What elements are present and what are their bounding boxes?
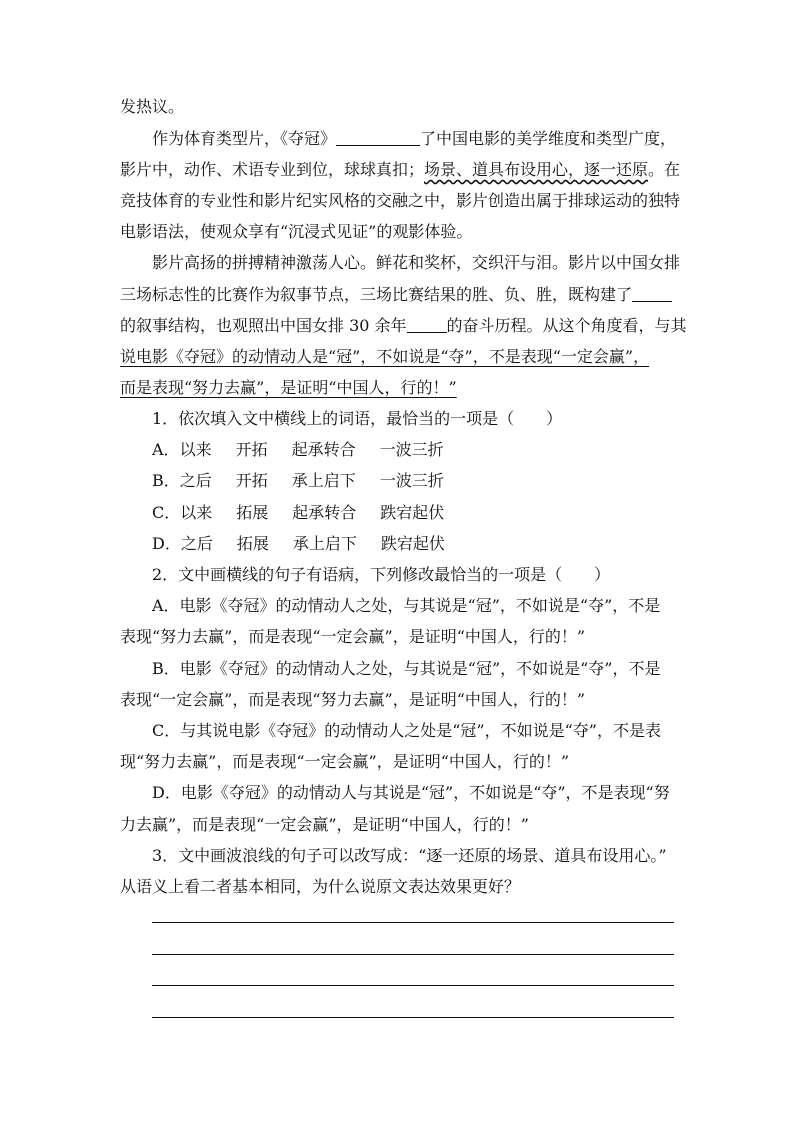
question-1-option-b[interactable]	[152, 471, 444, 491]
question-2-option-c-line1[interactable]	[152, 721, 661, 741]
option-text: 表现“努力去赢”，而是表现“一定会赢”，是证明“中国人，行的！”	[120, 627, 586, 646]
answer-line-1[interactable]	[152, 922, 674, 923]
answer-line-3[interactable]	[152, 985, 674, 986]
passage-text: 。在	[648, 160, 681, 179]
question-text: 从语义上看二者基本相同，为什么说原文表达效果更好？	[120, 877, 521, 896]
question-3-stem-line1	[152, 846, 667, 866]
passage-line-10	[120, 378, 457, 398]
option-word: 之后	[179, 471, 212, 490]
underlined-sentence: 说电影《夺冠》的动情动人是“冠”，不如说是“夺”，不是表现“一定会赢”，	[120, 347, 650, 366]
passage-text: 了中国电影的美学维度和类型广度，	[420, 129, 677, 148]
option-word: 承上启下	[291, 471, 356, 490]
passage-text: 电影语法，使观众享有“沉浸式见证”的观影体验。	[120, 222, 473, 241]
underlined-sentence: 而是表现“努力去赢”，是证明“中国人，行的！”	[120, 378, 457, 397]
option-key: D．	[152, 534, 181, 553]
option-word: 以来	[180, 503, 213, 522]
option-word: 开拓	[235, 471, 268, 490]
passage-text: 影片高扬的拼搏精神激荡人心。鲜花和奖杯，交织汗与泪。影片以中国女排	[152, 253, 681, 272]
question-2-stem	[152, 565, 610, 585]
question-1-option-a[interactable]	[152, 440, 444, 460]
passage-text: 三场标志性的比赛作为叙事节点，三场比赛结果的胜、负、胜，既构建了	[120, 285, 633, 304]
option-word: 起承转合	[292, 503, 357, 522]
passage-line-3	[120, 160, 680, 180]
option-text: 现“努力去赢”，而是表现“一定会赢”，是证明“中国人，行的！”	[120, 752, 570, 771]
answer-line-4[interactable]	[152, 1017, 674, 1018]
question-3-stem-line2	[120, 877, 520, 897]
question-2-option-a-line1[interactable]	[152, 596, 660, 616]
option-word: 拓展	[236, 534, 269, 553]
option-word: 之后	[180, 534, 213, 553]
passage-line-1	[120, 97, 184, 117]
question-2-option-b-line1[interactable]	[152, 659, 660, 679]
passage-line-2	[152, 129, 676, 149]
question-text: 1．依次填入文中横线上的词语，最恰当的一项是（ ）	[152, 409, 563, 428]
option-text: 表现“一定会赢”，而是表现“努力去赢”，是证明“中国人，行的！”	[120, 690, 586, 709]
option-word: 拓展	[236, 503, 269, 522]
passage-line-9	[120, 347, 649, 367]
option-word: 承上启下	[292, 534, 357, 553]
passage-text: 作为体育类型片，《夺冠》	[152, 129, 337, 148]
option-word: 起承转合	[291, 440, 356, 459]
fill-blank-1[interactable]	[336, 129, 420, 146]
option-word: 一波三折	[379, 440, 444, 459]
option-text: D．电影《夺冠》的动情动人与其说是“冠”，不如说是“夺”，不是表现“努	[152, 783, 670, 802]
question-2-option-c-line2[interactable]	[120, 752, 569, 772]
option-word: 跌宕起伏	[380, 534, 445, 553]
option-text: A．电影《夺冠》的动情动人之处，与其说是“冠”，不如说是“夺”，不是	[152, 596, 661, 615]
question-2-option-a-line2[interactable]	[120, 627, 585, 647]
question-1-stem	[152, 409, 562, 429]
question-text: 3．文中画波浪线的句子可以改写成：“逐一还原的场景、道具布设用心。”	[152, 846, 667, 865]
option-word: 一波三折	[379, 471, 444, 490]
passage-line-4	[120, 191, 680, 211]
passage-line-6	[152, 253, 680, 273]
option-word: 开拓	[235, 440, 268, 459]
fill-blank-4[interactable]	[407, 316, 447, 333]
option-text: B．电影《夺冠》的动情动人之处，与其说是“冠”，不如说是“夺”，不是	[152, 659, 661, 678]
answer-line-2[interactable]	[152, 954, 674, 955]
passage-text: 影片中，动作、术语专业到位，球球真扣；	[120, 160, 425, 179]
option-key: B．	[152, 471, 180, 490]
question-1-option-c[interactable]	[152, 503, 444, 523]
question-1-option-d[interactable]	[152, 534, 445, 554]
passage-line-8	[120, 316, 687, 336]
passage-line-7	[120, 285, 672, 305]
passage-line-5	[120, 222, 472, 242]
wavy-underlined-sentence: 场景、道具布设用心，逐一还原	[424, 160, 649, 179]
option-key: A．	[152, 440, 180, 459]
passage-text: 的叙事结构，也观照出中国女排 30 余年	[120, 316, 407, 335]
question-2-option-b-line2[interactable]	[120, 690, 585, 710]
passage-text: 发热议。	[120, 97, 185, 116]
option-key: C．	[152, 503, 181, 522]
option-text: C．与其说电影《夺冠》的动情动人之处是“冠”，不如说是“夺”，不是表	[152, 721, 661, 740]
fill-blank-3[interactable]	[632, 285, 672, 302]
question-2-option-d-line2[interactable]	[120, 815, 529, 835]
option-word: 跌宕起伏	[380, 503, 445, 522]
passage-text: 的奋斗历程。从这个角度看，与其	[446, 316, 687, 335]
option-word: 以来	[179, 440, 212, 459]
option-text: 力去赢”，而是表现“一定会赢”，是证明“中国人，行的！”	[120, 815, 529, 834]
passage-text: 竞技体育的专业性和影片纪实风格的交融之中，影片创造出属于排球运动的独特	[120, 191, 681, 210]
question-2-option-d-line1[interactable]	[152, 783, 670, 803]
question-text: 2．文中画横线的句子有语病，下列修改最恰当的一项是（ ）	[152, 565, 611, 584]
